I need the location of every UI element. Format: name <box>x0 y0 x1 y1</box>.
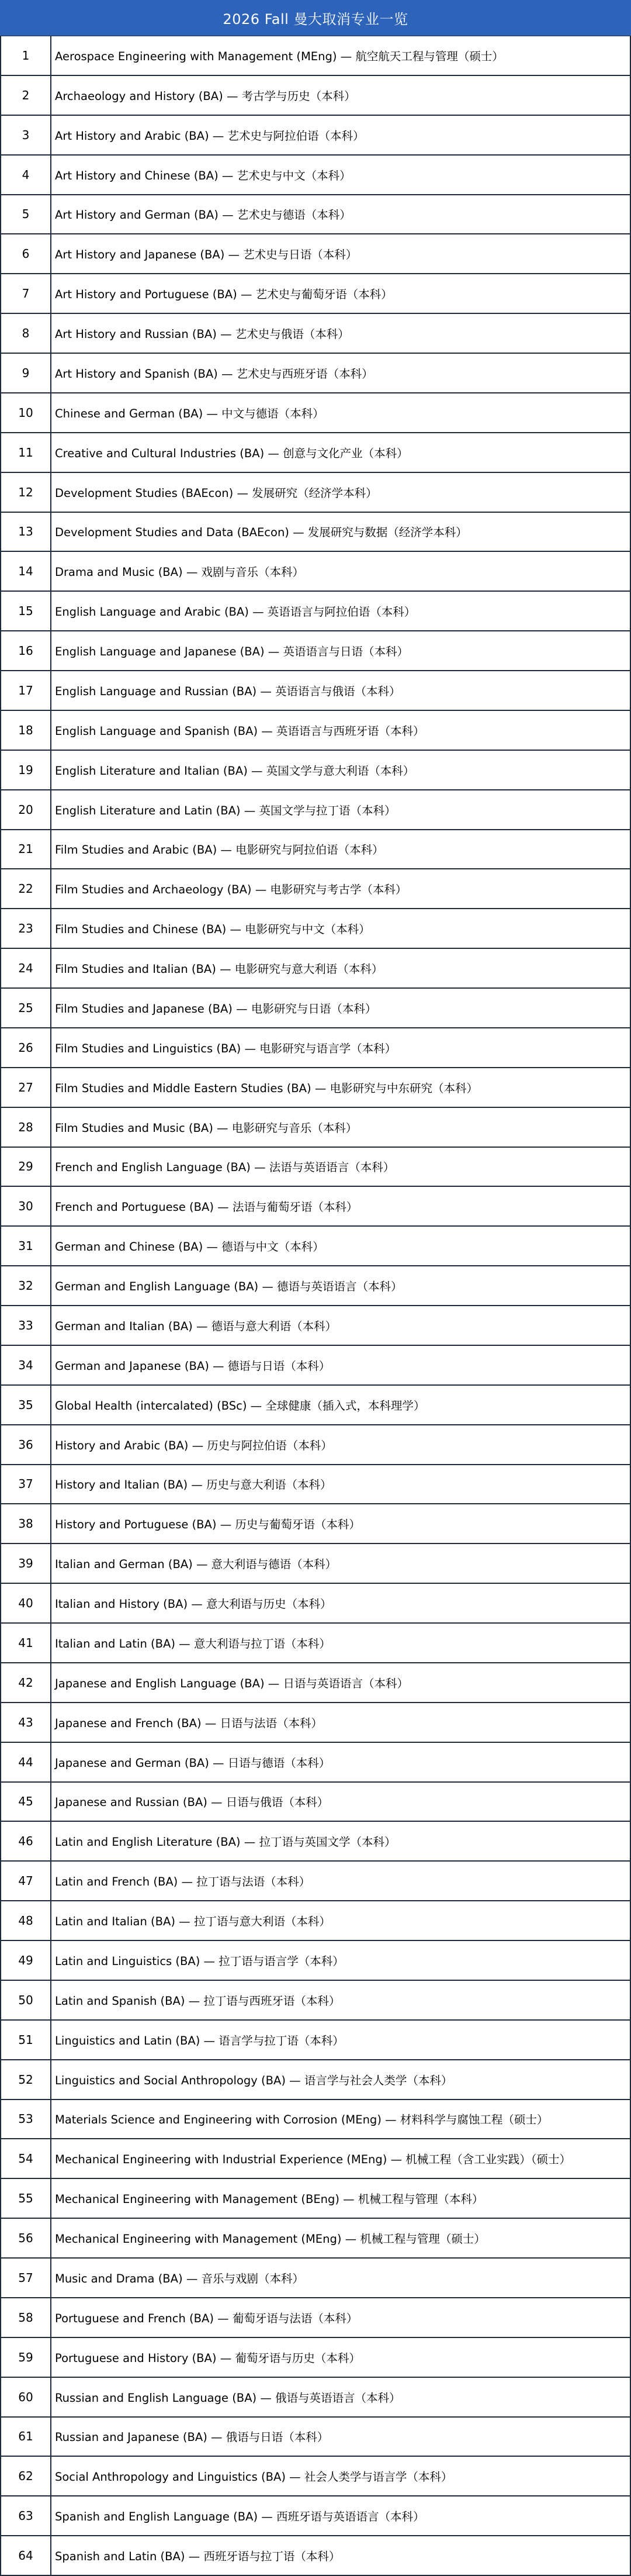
row-number: 8 <box>1 314 51 353</box>
row-number: 19 <box>1 751 51 789</box>
course-name: Film Studies and Arabic (BA) — 电影研究与阿拉伯语（本科） <box>55 843 384 857</box>
table-row <box>1 1305 630 1345</box>
table-row <box>1 987 630 1027</box>
table-row <box>1 2456 630 2495</box>
table-row <box>1 1186 630 1225</box>
course-name: History and Italian (BA) — 历史与意大利语（本科） <box>55 1478 332 1492</box>
table-row <box>1 1860 630 1900</box>
course-name: Spanish and English Language (BA) — 西班牙语与英语语言（本科） <box>55 2510 425 2524</box>
row-number: 3 <box>1 116 51 154</box>
course-table <box>0 36 631 2576</box>
table-row <box>1 313 630 353</box>
row-number: 46 <box>1 1822 51 1860</box>
course-name: Portuguese and French (BA) — 葡萄牙语与法语（本科） <box>55 2311 358 2325</box>
row-number: 20 <box>1 790 51 829</box>
row-number: 11 <box>1 433 51 472</box>
table-row <box>1 1583 630 1622</box>
course-name: Art History and Arabic (BA) — 艺术史与阿拉伯语（本科） <box>55 129 365 143</box>
table-row <box>1 1027 630 1067</box>
row-number: 7 <box>1 274 51 313</box>
row-number: 50 <box>1 1981 51 2019</box>
course-name: Film Studies and Archaeology (BA) — 电影研究与考古学（本科） <box>55 883 407 897</box>
table-row <box>1 2535 630 2575</box>
table-row <box>1 2138 630 2178</box>
row-number: 17 <box>1 671 51 710</box>
table-row <box>1 1384 630 1424</box>
row-number: 23 <box>1 909 51 948</box>
course-name: Mechanical Engineering with Management (BEng) — 机械工程与管理（本科） <box>55 2192 484 2206</box>
row-number: 48 <box>1 1901 51 1940</box>
row-number: 26 <box>1 1028 51 1067</box>
course-name: Latin and Italian (BA) — 拉丁语与意大利语（本科） <box>55 1915 331 1929</box>
table-row <box>1 710 630 750</box>
row-number: 32 <box>1 1266 51 1305</box>
row-number: 6 <box>1 234 51 273</box>
course-name: Latin and French (BA) — 拉丁语与法语（本科） <box>55 1875 311 1889</box>
course-name: Music and Drama (BA) — 音乐与戏剧（本科） <box>55 2271 304 2285</box>
row-number: 55 <box>1 2179 51 2218</box>
table-row <box>1 2178 630 2218</box>
table-row <box>1 948 630 987</box>
row-number: 37 <box>1 1465 51 1504</box>
row-number: 51 <box>1 2021 51 2059</box>
row-number: 36 <box>1 1425 51 1464</box>
course-name: Italian and Latin (BA) — 意大利语与拉丁语（本科） <box>55 1636 331 1650</box>
row-number: 60 <box>1 2378 51 2416</box>
row-number: 25 <box>1 989 51 1027</box>
row-number: 18 <box>1 711 51 750</box>
row-number: 61 <box>1 2418 51 2456</box>
table-row <box>1 670 630 710</box>
course-name: Japanese and English Language (BA) — 日语与英语语言（本科） <box>55 1676 408 1690</box>
course-name: Film Studies and Japanese (BA) — 电影研究与日语（本科） <box>55 1002 377 1016</box>
table-row <box>1 273 630 313</box>
table-row <box>1 2099 630 2139</box>
course-name: Materials Science and Engineering with Corrosion (MEng) — 材料科学与腐蚀工程（硕士） <box>55 2113 549 2127</box>
row-number: 43 <box>1 1703 51 1742</box>
course-name: Linguistics and Latin (BA) — 语言学与拉丁语（本科） <box>55 2033 344 2047</box>
table-row <box>1 750 630 789</box>
table-row <box>1 2059 630 2099</box>
table-row <box>1 353 630 392</box>
course-name: History and Arabic (BA) — 历史与阿拉伯语（本科） <box>55 1438 332 1452</box>
table-row <box>1 1464 630 1504</box>
table-row <box>1 1662 630 1702</box>
course-name: History and Portuguese (BA) — 历史与葡萄牙语（本科） <box>55 1518 360 1532</box>
course-name: Development Studies and Data (BAEcon) — 发展研究与数据（经济学本科） <box>55 526 467 540</box>
course-name: Drama and Music (BA) — 戏剧与音乐（本科） <box>55 565 304 579</box>
table-row <box>1 789 630 829</box>
course-name: French and English Language (BA) — 法语与英语语言（本科） <box>55 1161 395 1175</box>
table-row <box>1 2019 630 2059</box>
course-name: English Literature and Italian (BA) — 英国文学与意大利语（本科） <box>55 764 415 778</box>
table-row <box>1 2257 630 2297</box>
row-number: 14 <box>1 552 51 591</box>
row-number: 13 <box>1 513 51 551</box>
course-name: Linguistics and Social Anthropology (BA) — 语言学与社会人类学（本科） <box>55 2073 453 2087</box>
course-name: Japanese and Russian (BA) — 日语与俄语（本科） <box>55 1795 329 1810</box>
course-name: Latin and Linguistics (BA) — 拉丁语与语言学（本科） <box>55 1954 344 1968</box>
table-row <box>1 1702 630 1742</box>
row-number: 30 <box>1 1187 51 1225</box>
course-name: Mechanical Engineering with Industrial Experience (MEng) — 机械工程（含工业实践）（硕士） <box>55 2153 571 2167</box>
row-number: 40 <box>1 1584 51 1622</box>
course-name: Latin and Spanish (BA) — 拉丁语与西班牙语（本科） <box>55 1994 341 2008</box>
table-row <box>1 2377 630 2416</box>
table-row <box>1 115 630 154</box>
table-row <box>1 1503 630 1543</box>
course-name: Russian and Japanese (BA) — 俄语与日语（本科） <box>55 2430 329 2444</box>
course-name: English Literature and Latin (BA) — 英国文学与拉丁语（本科） <box>55 803 396 817</box>
course-name: Art History and Russian (BA) — 艺术史与俄语（本科） <box>55 327 349 341</box>
course-name: Art History and Chinese (BA) — 艺术史与中文（本科） <box>55 168 351 182</box>
row-number: 45 <box>1 1783 51 1821</box>
page-title: 2026 Fall 曼大取消专业一览 <box>0 0 631 36</box>
table-row <box>1 591 630 630</box>
course-name: Chinese and German (BA) — 中文与德语（本科） <box>55 406 324 420</box>
course-name: German and English Language (BA) — 德语与英语语言（本科） <box>55 1280 403 1294</box>
course-name: Aerospace Engineering with Management (MEng) — 航空航天工程与管理（硕士） <box>55 49 504 63</box>
table-row <box>1 908 630 948</box>
course-name: Film Studies and Italian (BA) — 电影研究与意大利语（本科） <box>55 962 383 976</box>
row-number: 41 <box>1 1624 51 1662</box>
course-name: Art History and Portuguese (BA) — 艺术史与葡萄牙语（本科） <box>55 288 393 302</box>
row-number: 38 <box>1 1504 51 1543</box>
table-row <box>1 1543 630 1583</box>
course-name: Japanese and French (BA) — 日语与法语（本科） <box>55 1716 323 1730</box>
row-number: 58 <box>1 2298 51 2337</box>
row-number: 5 <box>1 195 51 234</box>
table-row <box>1 2337 630 2377</box>
row-number: 54 <box>1 2139 51 2178</box>
table-row <box>1 1147 630 1186</box>
table-row <box>1 512 630 551</box>
row-number: 2 <box>1 76 51 115</box>
table-row <box>1 1622 630 1662</box>
table-row <box>1 1067 630 1107</box>
row-number: 31 <box>1 1227 51 1265</box>
row-number: 33 <box>1 1306 51 1345</box>
row-number: 39 <box>1 1544 51 1583</box>
course-name: English Language and Japanese (BA) — 英语语言与日语（本科） <box>55 645 408 659</box>
table-row <box>1 432 630 472</box>
table-row <box>1 1225 630 1265</box>
table-row <box>1 1424 630 1464</box>
row-number: 15 <box>1 592 51 630</box>
table-row <box>1 2218 630 2257</box>
course-name: Portuguese and History (BA) — 葡萄牙语与历史（本科） <box>55 2351 360 2365</box>
course-name: English Language and Spanish (BA) — 英语语言与西班牙语（本科） <box>55 724 425 738</box>
course-name: Art History and German (BA) — 艺术史与德语（本科） <box>55 208 351 222</box>
table-row <box>1 472 630 512</box>
course-name: Film Studies and Music (BA) — 电影研究与音乐（本科） <box>55 1121 358 1135</box>
row-number: 1 <box>1 36 51 75</box>
course-name: English Language and Russian (BA) — 英语语言与俄语（本科） <box>55 684 401 698</box>
course-name: Art History and Spanish (BA) — 艺术史与西班牙语（本科） <box>55 367 373 381</box>
row-number: 21 <box>1 830 51 869</box>
row-number: 62 <box>1 2457 51 2495</box>
row-number: 56 <box>1 2219 51 2257</box>
row-number: 10 <box>1 393 51 432</box>
table-row <box>1 1900 630 1940</box>
table-row <box>1 392 630 432</box>
table-row <box>1 1781 630 1821</box>
course-name: Film Studies and Linguistics (BA) — 电影研究与语言学（本科） <box>55 1041 397 1055</box>
row-number: 34 <box>1 1346 51 1384</box>
table-row <box>1 1980 630 2019</box>
row-number: 29 <box>1 1148 51 1186</box>
table-row <box>1 551 630 591</box>
row-number: 12 <box>1 473 51 512</box>
course-name: German and Italian (BA) — 德语与意大利语（本科） <box>55 1319 337 1333</box>
course-name: Development Studies (BAEcon) — 发展研究（经济学本科） <box>55 486 377 500</box>
table-row <box>1 2495 630 2535</box>
row-number: 44 <box>1 1743 51 1781</box>
row-number: 22 <box>1 869 51 908</box>
course-name: Archaeology and History (BA) — 考古学与历史（本科） <box>55 89 356 103</box>
table-row <box>1 829 630 869</box>
row-number: 57 <box>1 2259 51 2297</box>
table-row <box>1 36 630 75</box>
table-row <box>1 630 630 670</box>
table-row <box>1 194 630 234</box>
table-row <box>1 2416 630 2456</box>
row-number: 53 <box>1 2100 51 2139</box>
row-number: 28 <box>1 1108 51 1147</box>
course-name: Latin and English Literature (BA) — 拉丁语与英国文学（本科） <box>55 1835 396 1849</box>
course-name: Film Studies and Chinese (BA) — 电影研究与中文（本科） <box>55 923 370 937</box>
table-row <box>1 1742 630 1781</box>
table-row <box>1 75 630 115</box>
row-number: 47 <box>1 1862 51 1900</box>
table-row <box>1 154 630 194</box>
row-number: 35 <box>1 1386 51 1424</box>
row-number: 59 <box>1 2338 51 2377</box>
row-number: 52 <box>1 2060 51 2099</box>
row-number: 9 <box>1 354 51 392</box>
table-row <box>1 233 630 273</box>
row-number: 27 <box>1 1068 51 1107</box>
course-name: Japanese and German (BA) — 日语与德语（本科） <box>55 1756 331 1770</box>
course-name: Italian and German (BA) — 意大利语与德语（本科） <box>55 1558 337 1572</box>
course-name: Film Studies and Middle Eastern Studies (BA) — 电影研究与中东研究（本科） <box>55 1081 479 1095</box>
course-name: Creative and Cultural Industries (BA) — 创意与文化产业（本科） <box>55 446 408 460</box>
table-row <box>1 2297 630 2337</box>
course-name: Art History and Japanese (BA) — 艺术史与日语（本科） <box>55 248 358 262</box>
row-number: 24 <box>1 949 51 987</box>
table-row <box>1 1940 630 1980</box>
table-row <box>1 868 630 908</box>
row-number: 16 <box>1 631 51 670</box>
course-name: Social Anthropology and Linguistics (BA) — 社会人类学与语言学（本科） <box>55 2470 453 2484</box>
course-name: Global Health (intercalated) (BSc) — 全球健康（插入式，本科理学） <box>55 1399 425 1413</box>
course-name: Spanish and Latin (BA) — 西班牙语与拉丁语（本科） <box>55 2550 341 2564</box>
row-number: 4 <box>1 156 51 194</box>
table-row <box>1 1265 630 1305</box>
row-number: 63 <box>1 2496 51 2535</box>
course-name: Italian and History (BA) — 意大利语与历史（本科） <box>55 1597 332 1611</box>
course-name: Mechanical Engineering with Management (MEng) — 机械工程与管理（硕士） <box>55 2232 486 2246</box>
row-number: 42 <box>1 1663 51 1702</box>
table-row <box>1 1821 630 1860</box>
course-name: Russian and English Language (BA) — 俄语与英语语言（本科） <box>55 2391 401 2405</box>
table-row <box>1 1107 630 1147</box>
table-row <box>1 1345 630 1384</box>
course-name: English Language and Arabic (BA) — 英语语言与阿拉伯语（本科） <box>55 605 416 619</box>
row-number: 49 <box>1 1941 51 1980</box>
course-name: German and Japanese (BA) — 德语与日语（本科） <box>55 1359 331 1373</box>
course-name: German and Chinese (BA) — 德语与中文（本科） <box>55 1240 324 1254</box>
row-number: 64 <box>1 2536 51 2575</box>
course-name: French and Portuguese (BA) — 法语与葡萄牙语（本科） <box>55 1200 358 1214</box>
